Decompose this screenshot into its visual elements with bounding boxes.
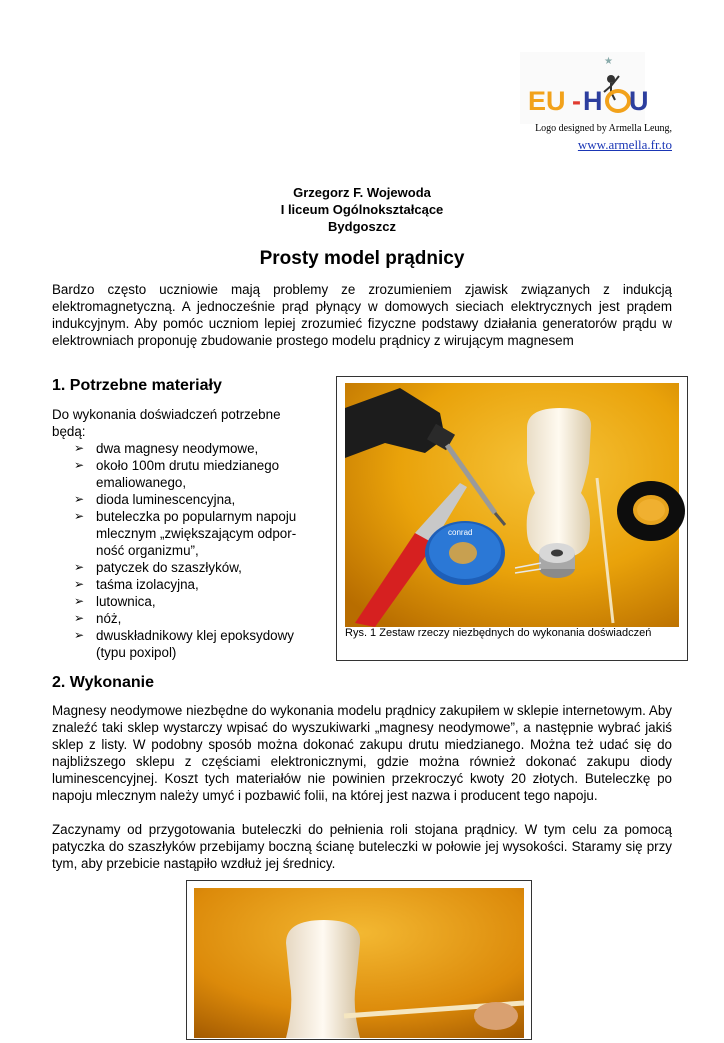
figure-1-caption: Rys. 1 Zestaw rzeczy niezbędnych do wykonania doświadczeń — [345, 627, 652, 639]
author-city: Bydgoszcz — [328, 219, 396, 234]
arrow-bullet-icon: ➢ — [74, 594, 85, 608]
page-title: Prosty model prądnicy — [259, 248, 465, 269]
arrow-bullet-icon: ➢ — [74, 577, 85, 591]
author-name: Grzegorz F. Wojewoda — [293, 185, 431, 200]
svg-text:U: U — [629, 86, 649, 116]
list-item: ➢ około 100m drutu miedzianego emaliowanego, — [74, 458, 280, 490]
tape-label: conrad — [448, 528, 473, 537]
list-item: ➢ nóż, — [74, 611, 122, 626]
list-item: ➢ lutownica, — [74, 594, 156, 609]
list-item: ➢ taśma izolacyjna, — [74, 577, 199, 592]
materials-photo — [345, 383, 679, 627]
author-block — [0, 184, 724, 235]
arrow-bullet-icon: ➢ — [74, 441, 85, 455]
arrow-bullet-icon: ➢ — [74, 560, 85, 574]
section-2-paragraph-2: Zaczynamy od przygotowania buteleczki do pełnienia roli stojana prądnicy. W tym celu za pomocą patyczka do szaszłyków przebijamy boczną ścianę buteleczki w połowie jej wysokości. Staramy się przy tym, aby przebicie nastąpiło wzdłuż jej średnicy. — [52, 822, 672, 871]
list-item: ➢ dwuskładnikowy klej epoksydowy (typu poxipol) — [74, 628, 294, 660]
figure-2 — [186, 880, 532, 1040]
section-2-heading: 2. Wykonanie — [52, 674, 154, 691]
section-2-paragraph-1: Magnesy neodymowe niezbędne do wykonania modelu prądnicy zakupiłem w sklepie internetowym. Aby znaleźć taki sklep wystarczy wpisać do wyszukiwarki „magnesy neodymowe”, a następnie wybrać jakiś sklep z listy. W podobny sposób można dokonać zakupu drutu miedzianego. Można też udać się do najbliższego sklepu z częściami elektronicznymi, gdzie można również dokonać zakupu diody luminescencyjnej. Koszt tych materiałów nie powinien przekroczyć kwoty 20 złotych. Buteleczkę po napoju mlecznym należy umyć i pozbawić folii, na której jest nazwa i producent tego napoju. — [52, 703, 672, 803]
logo-credit: Logo designed by Armella Leung, — [535, 123, 672, 134]
figure-1 — [336, 376, 688, 661]
arrow-bullet-icon: ➢ — [74, 509, 85, 523]
svg-text:★: ★ — [604, 56, 613, 67]
eu-hou-logo — [520, 52, 649, 124]
materials-list — [52, 440, 324, 661]
intro-paragraph: Bardzo często uczniowie mają problemy ze zrozumieniem zjawisk związanych z indukcją elektromagnetyczną. A jednocześnie prąd płynący w domowych sieciach elektrycznych jest prądem indukcyjnym. Aby pomóc uczniom lepiej zrozumieć fizyczne podstawy działania generatorów prądu w elektrowniach proponuję zbudowanie prostego modelu prądnicy z wirującym magnesem — [52, 282, 672, 348]
logo-link[interactable]: www.armella.fr.to — [577, 137, 672, 152]
arrow-bullet-icon: ➢ — [74, 492, 85, 506]
svg-text:H: H — [583, 86, 603, 116]
arrow-bullet-icon: ➢ — [74, 611, 85, 625]
svg-text:-: - — [572, 86, 581, 116]
arrow-bullet-icon: ➢ — [74, 458, 85, 472]
section-1-heading: 1. Potrzebne materiały — [52, 377, 222, 394]
author-school: I liceum Ogólnokształcące — [280, 202, 444, 217]
list-item: ➢ dioda luminescencyjna, — [74, 492, 236, 507]
list-item: ➢ dwa magnesy neodymowe, — [74, 441, 259, 456]
svg-text:EU: EU — [528, 86, 566, 116]
bottle-photo — [194, 888, 524, 1038]
list-item: ➢ patyczek do szaszłyków, — [74, 560, 242, 575]
materials-lead: Do wykonania doświadczeń potrzebne będą: — [52, 407, 281, 439]
list-item: ➢ buteleczka po popularnym napoju mlecznym „zwiększającym odpor-ność organizmu”, — [74, 509, 297, 558]
arrow-bullet-icon: ➢ — [74, 628, 85, 642]
